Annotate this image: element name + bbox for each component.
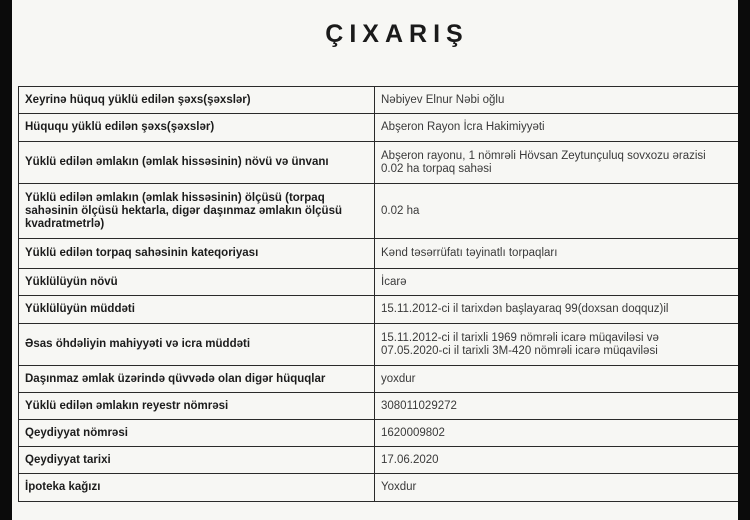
- table-row: [19, 366, 739, 393]
- document-title: ÇIXARIŞ: [325, 20, 469, 48]
- table-row: [19, 324, 739, 366]
- row-label: Yüklü edilən əmlakın (əmlak hissəsinin) ölçüsü (torpaq sahəsinin ölçüsü hektarla, digər daşınmaz əmlakın ölçüsü kvadratmetrlə): [19, 184, 375, 239]
- row-label: Xeyrinə hüquq yüklü edilən şəxs(şəxslər): [19, 87, 375, 114]
- row-label: Qeydiyyat nömrəsi: [19, 420, 375, 447]
- row-label: Yüklülüyün müddəti: [19, 296, 375, 324]
- row-label: Qeydiyyat tarixi: [19, 447, 375, 474]
- row-value: Abşeron rayonu, 1 nömrəli Hövsan Zeytunçuluq sovxozu ərazisi 0.02 ha torpaq sahəsi: [375, 142, 739, 184]
- row-value: 15.11.2012-ci il tarixli 1969 nömrəli icarə müqaviləsi və 07.05.2020-ci il tarixli 3M-420 nömrəli icarə müqaviləsi: [375, 324, 739, 366]
- row-value: 308011029272: [375, 393, 739, 420]
- row-label: Yüklü edilən əmlakın (əmlak hissəsinin) növü və ünvanı: [19, 142, 375, 184]
- row-value: yoxdur: [375, 366, 739, 393]
- row-value: Nəbiyev Elnur Nəbi oğlu: [375, 87, 739, 114]
- table-row: [19, 239, 739, 269]
- table-row: [19, 393, 739, 420]
- table-row: [19, 474, 739, 502]
- row-label: Yüklülüyün növü: [19, 269, 375, 296]
- table-row: [19, 184, 739, 239]
- row-value: 1620009802: [375, 420, 739, 447]
- table-row: [19, 87, 739, 114]
- row-label: Daşınmaz əmlak üzərində qüvvədə olan digər hüquqlar: [19, 366, 375, 393]
- table-row: [19, 296, 739, 324]
- registry-table: [18, 86, 738, 502]
- row-value: 0.02 ha: [375, 184, 739, 239]
- table-row: [19, 269, 739, 296]
- table-row: [19, 114, 739, 142]
- row-value: Kənd təsərrüfatı təyinatlı torpaqları: [375, 239, 739, 269]
- document-page: [12, 0, 738, 520]
- row-value: Yoxdur: [375, 474, 739, 502]
- row-label: Hüququ yüklü edilən şəxs(şəxslər): [19, 114, 375, 142]
- row-label: Yüklü edilən torpaq sahəsinin kateqoriyası: [19, 239, 375, 269]
- table-row: [19, 420, 739, 447]
- row-value: İcarə: [375, 269, 739, 296]
- row-value: 17.06.2020: [375, 447, 739, 474]
- row-value: 15.11.2012-ci il tarixdən başlayaraq 99(doxsan doqquz)il: [375, 296, 739, 324]
- row-value: Abşeron Rayon İcra Hakimiyyəti: [375, 114, 739, 142]
- row-label: Yüklü edilən əmlakın reyestr nömrəsi: [19, 393, 375, 420]
- table-row: [19, 142, 739, 184]
- row-label: Əsas öhdəliyin mahiyyəti və icra müddəti: [19, 324, 375, 366]
- table-row: [19, 447, 739, 474]
- row-label: İpoteka kağızı: [19, 474, 375, 502]
